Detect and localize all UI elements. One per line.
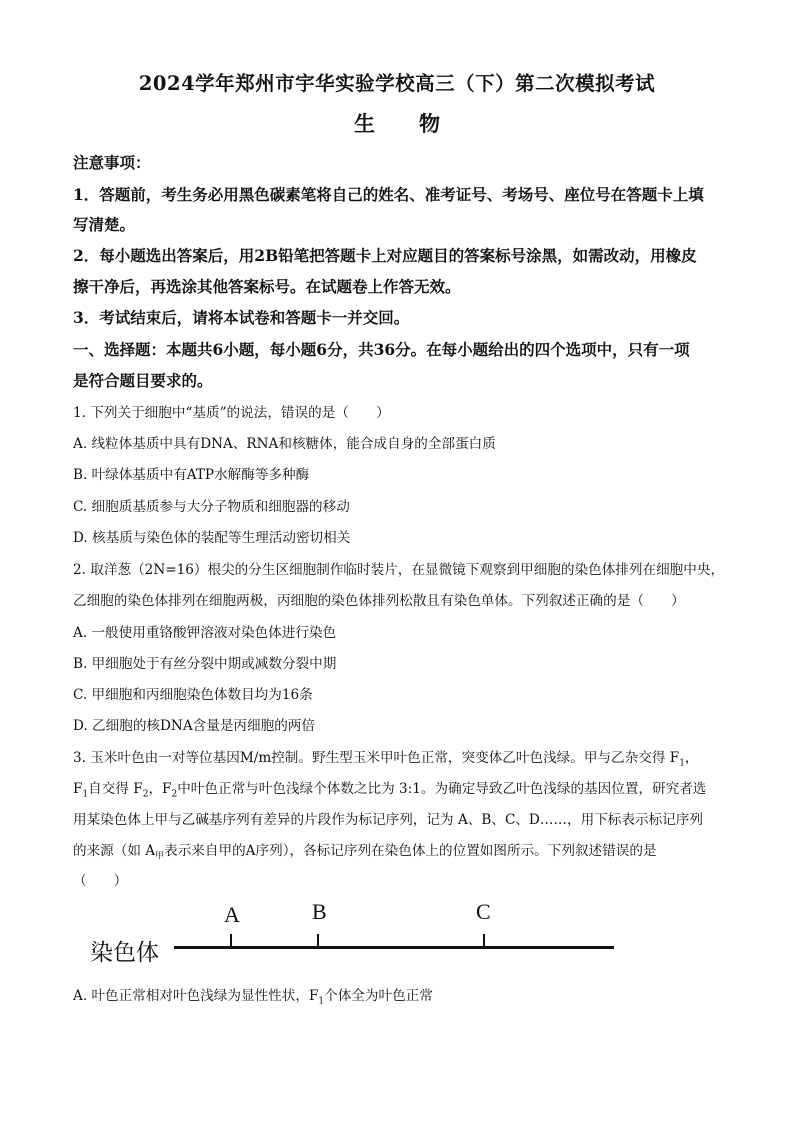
marker-b-label: B bbox=[312, 899, 327, 924]
q1-option-d: D. 核基质与染色体的装配等生理活动密切相关 bbox=[73, 530, 351, 546]
q3-stem-line-4: 的来源（如 $A_甲$表示来自甲的A序列），各标记序列在染色体上的位置如图所示。下列叙述错误的是 bbox=[73, 843, 657, 862]
q2-stem-line-1: 2. 取洋葱（2N=16）根尖的分生区细胞制作临时装片，在显微镜下观察到甲细胞的染色体排列在细胞中央， bbox=[73, 562, 725, 578]
q1-stem: 1. 下列关于细胞中“基质”的说法，错误的是（ ） bbox=[73, 405, 390, 421]
section-1-line-2: 是符合题目要求的。 bbox=[73, 371, 213, 390]
q2-option-a: A. 一般使用重铬酸钾溶液对染色体进行染色 bbox=[73, 625, 337, 641]
marker-c-tick bbox=[483, 934, 485, 946]
marker-c-label: C bbox=[476, 899, 491, 924]
q2-stem-line-2: 乙细胞的染色体排列在细胞两极，丙细胞的染色体排列松散且有染色单体。下列叙述正确的是（ ） bbox=[73, 593, 685, 609]
q2-option-c: C. 甲细胞和丙细胞染色体数目均为16条 bbox=[73, 687, 313, 703]
subject-char-2: 物 bbox=[419, 111, 440, 136]
q1-option-c: C. 细胞质基质参与大分子物质和细胞器的移动 bbox=[73, 499, 350, 515]
marker-a-label: A bbox=[224, 902, 240, 927]
notice-item-1-line-2: 写清楚。 bbox=[73, 215, 136, 234]
chromosome-bar bbox=[174, 946, 614, 949]
chromosome-diagram bbox=[90, 900, 630, 970]
subject-heading bbox=[0, 108, 794, 138]
q1-option-a: A. 线粒体基质中具有DNA、RNA和核糖体，能合成自身的全部蛋白质 bbox=[73, 436, 496, 452]
section-1-line-1: 一、选择题：本题共6小题，每小题6分，共36分。在每小题给出的四个选项中，只有一项 bbox=[73, 340, 690, 359]
q3-stem-line-3: 用某染色体上甲与乙碱基序列有差异的片段作为标记序列，记为 A、B、C、D……，用下标表示标记序列 bbox=[73, 812, 703, 828]
chromosome-label: 染色体 bbox=[90, 940, 159, 966]
notice-item-3: 3．考试结束后，请将本试卷和答题卡一并交回。 bbox=[73, 308, 410, 327]
marker-a-tick bbox=[230, 934, 232, 946]
subject-char-1: 生 bbox=[354, 111, 375, 136]
notice-item-2-line-2: 擦干净后，再选涂其他答案标号。在试题卷上作答无效。 bbox=[73, 277, 461, 296]
q2-option-b: B. 甲细胞处于有丝分裂中期或减数分裂中期 bbox=[73, 656, 337, 672]
q3-stem-line-2: $F_1$自交得 $F_2$，$F_2$中叶色正常与叶色浅绿个体数之比为 3:1。为确定导致乙叶色浅绿的基因位置，研究者选 bbox=[73, 781, 707, 800]
exam-title: 2024学年郑州市宇华实验学校高三（下）第二次模拟考试 bbox=[138, 72, 656, 95]
q3-stem-line-1: 3. 玉米叶色由一对等位基因M/m控制。野生型玉米甲叶色正常，突变体乙叶色浅绿。甲与乙杂交得 $F_1$， bbox=[73, 750, 699, 769]
q3-stem-line-5: （ ） bbox=[73, 873, 128, 889]
notice-heading: 注意事项： bbox=[73, 153, 151, 172]
q2-option-d: D. 乙细胞的核DNA含量是丙细胞的两倍 bbox=[73, 718, 315, 734]
notice-item-2-line-1: 2．每小题选出答案后，用2B铅笔把答题卡上对应题目的答案标号涂黑，如需改动，用橡皮 bbox=[73, 246, 697, 265]
q3-option-a: A. 叶色正常相对叶色浅绿为显性性状，$F_1$个体全为叶色正常 bbox=[73, 988, 433, 1007]
notice-item-1-line-1: 1．答题前，考生务必用黑色碳素笔将自己的姓名、准考证号、考场号、座位号在答题卡上填 bbox=[73, 185, 704, 204]
q1-option-b: B. 叶绿体基质中有ATP水解酶等多种酶 bbox=[73, 467, 310, 483]
marker-b-tick bbox=[317, 934, 319, 946]
